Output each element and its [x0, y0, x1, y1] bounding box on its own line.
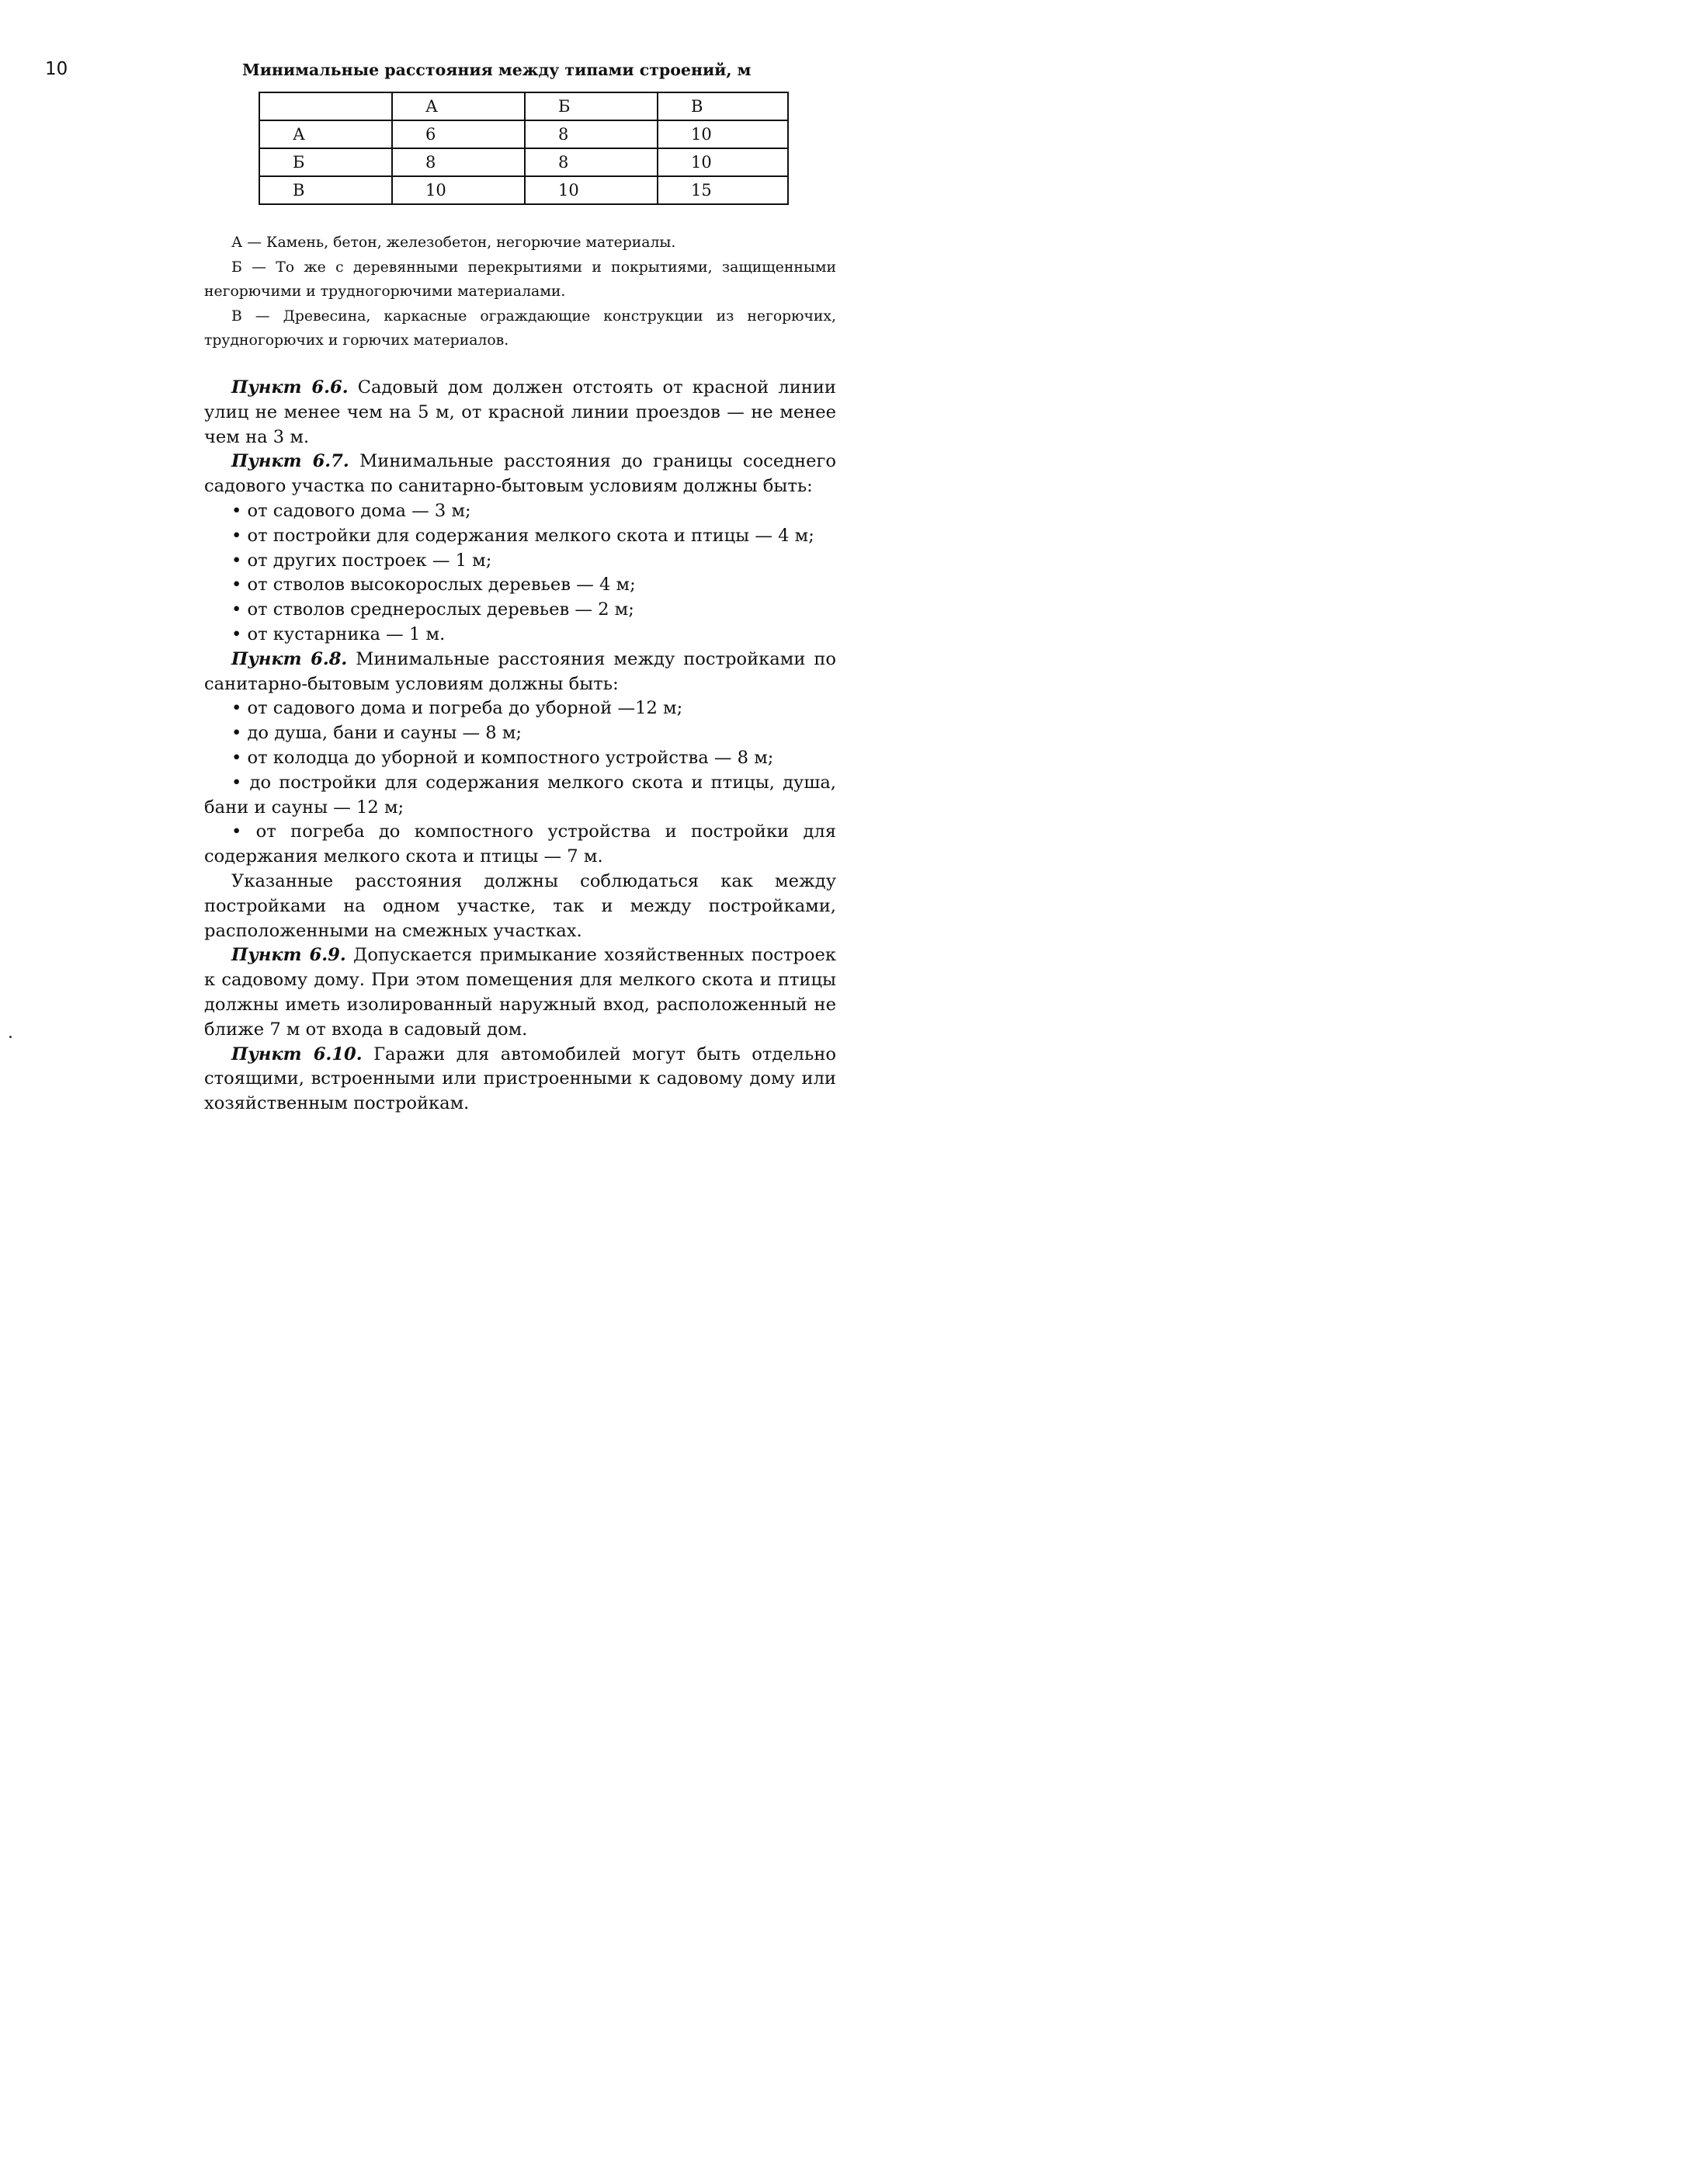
- section-label: Пункт 6.9.: [231, 945, 346, 966]
- table-cell: 10: [525, 176, 658, 204]
- section-label: Пункт 6.10.: [231, 1044, 363, 1064]
- section-label: Пункт 6.7.: [231, 451, 349, 472]
- main-text: [204, 376, 836, 1117]
- list-item: • от садового дома и погреба до уборной —12 м;: [231, 698, 683, 719]
- table-row: [259, 120, 788, 148]
- table-cell: [259, 92, 392, 120]
- table-cell: 8: [525, 148, 658, 176]
- list-item: • от постройки для содержания мелкого скота и птицы — 4 м;: [231, 525, 814, 546]
- section-6-8: [204, 648, 836, 697]
- table-header-row: [259, 92, 788, 120]
- list-item: • до постройки для содержания мелкого скота и птицы, душа, бани и сауны — 12 м;: [204, 772, 836, 818]
- table-cell: 8: [525, 120, 658, 148]
- table-row-label: В: [259, 176, 392, 204]
- section-6-6: [204, 376, 836, 450]
- section-6-7: [204, 450, 836, 499]
- list-item: • от колодца до уборной и компостного устройства — 8 м;: [231, 747, 774, 768]
- table-title: Минимальные расстояния между типами строений, м: [242, 61, 752, 79]
- list-item: • до душа, бани и сауны — 8 м;: [231, 723, 522, 744]
- legend-item: Б — То же с деревянными перекрытиями и покрытиями, защищенными негорючими и трудногорючими материалами.: [204, 259, 836, 300]
- section-text: Допускается примыкание хозяйственных построек к садовому дому. При этом помещения для мелкого скота и птицы должны иметь изолированный наружный вход, расположенный не ближе 7 м от входа в садовый дом.: [204, 945, 836, 1040]
- section-label: Пункт 6.6.: [231, 377, 349, 398]
- list-item: • от кустарника — 1 м.: [231, 623, 446, 644]
- distance-table: [259, 92, 789, 205]
- table-header-cell: В: [658, 92, 788, 120]
- scan-speck: [9, 1036, 12, 1038]
- list-item: • от садового дома — 3 м;: [231, 500, 471, 521]
- section-label: Пункт 6.8.: [231, 648, 348, 669]
- list-item: • от других построек — 1 м;: [231, 550, 492, 571]
- table-row: [259, 148, 788, 176]
- section-note: Указанные расстояния должны соблюдаться как между постройками на одном участке, так и между постройками, расположенными на смежных участках.: [204, 870, 836, 941]
- section-6-10: [204, 1043, 836, 1117]
- section-text: Гаражи для автомобилей могут быть отдельно стоящими, встроенными или пристроенными к садовому дому или хозяйственным постройкам.: [204, 1044, 836, 1114]
- table-legend: [204, 231, 836, 353]
- table-cell: 10: [658, 148, 788, 176]
- section-text: Минимальные расстояния между постройками по санитарно-бытовым условиям должны быть:: [204, 648, 836, 694]
- table-row: [259, 176, 788, 204]
- table-header-cell: А: [392, 92, 525, 120]
- section-text: Садовый дом должен отстоять от красной линии улиц не менее чем на 5 м, от красной линии проездов — не менее чем на 3 м.: [204, 377, 836, 447]
- section-text: Минимальные расстояния до границы соседнего садового участка по санитарно-бытовым условиям должны быть:: [204, 451, 836, 497]
- list-item: • от стволов среднерослых деревьев — 2 м;: [231, 599, 634, 620]
- table-cell: 6: [392, 120, 525, 148]
- legend-item: В — Древесина, каркасные ограждающие конструкции из негорючих, трудногорючих и горючих материалов.: [204, 307, 836, 349]
- table-cell: 15: [658, 176, 788, 204]
- table-cell: 8: [392, 148, 525, 176]
- table-row-label: А: [259, 120, 392, 148]
- table-cell: 10: [392, 176, 525, 204]
- table-header-cell: Б: [525, 92, 658, 120]
- list-item: • от погреба до компостного устройства и постройки для содержания мелкого скота и птицы — 7 м.: [204, 821, 836, 867]
- table-row-label: Б: [259, 148, 392, 176]
- legend-item: А — Камень, бетон, железобетон, негорючие материалы.: [231, 234, 676, 251]
- list-item: • от стволов высокорослых деревьев — 4 м;: [231, 575, 636, 596]
- page-number: 10: [45, 59, 68, 79]
- table-cell: 10: [658, 120, 788, 148]
- section-6-9: [204, 943, 836, 1042]
